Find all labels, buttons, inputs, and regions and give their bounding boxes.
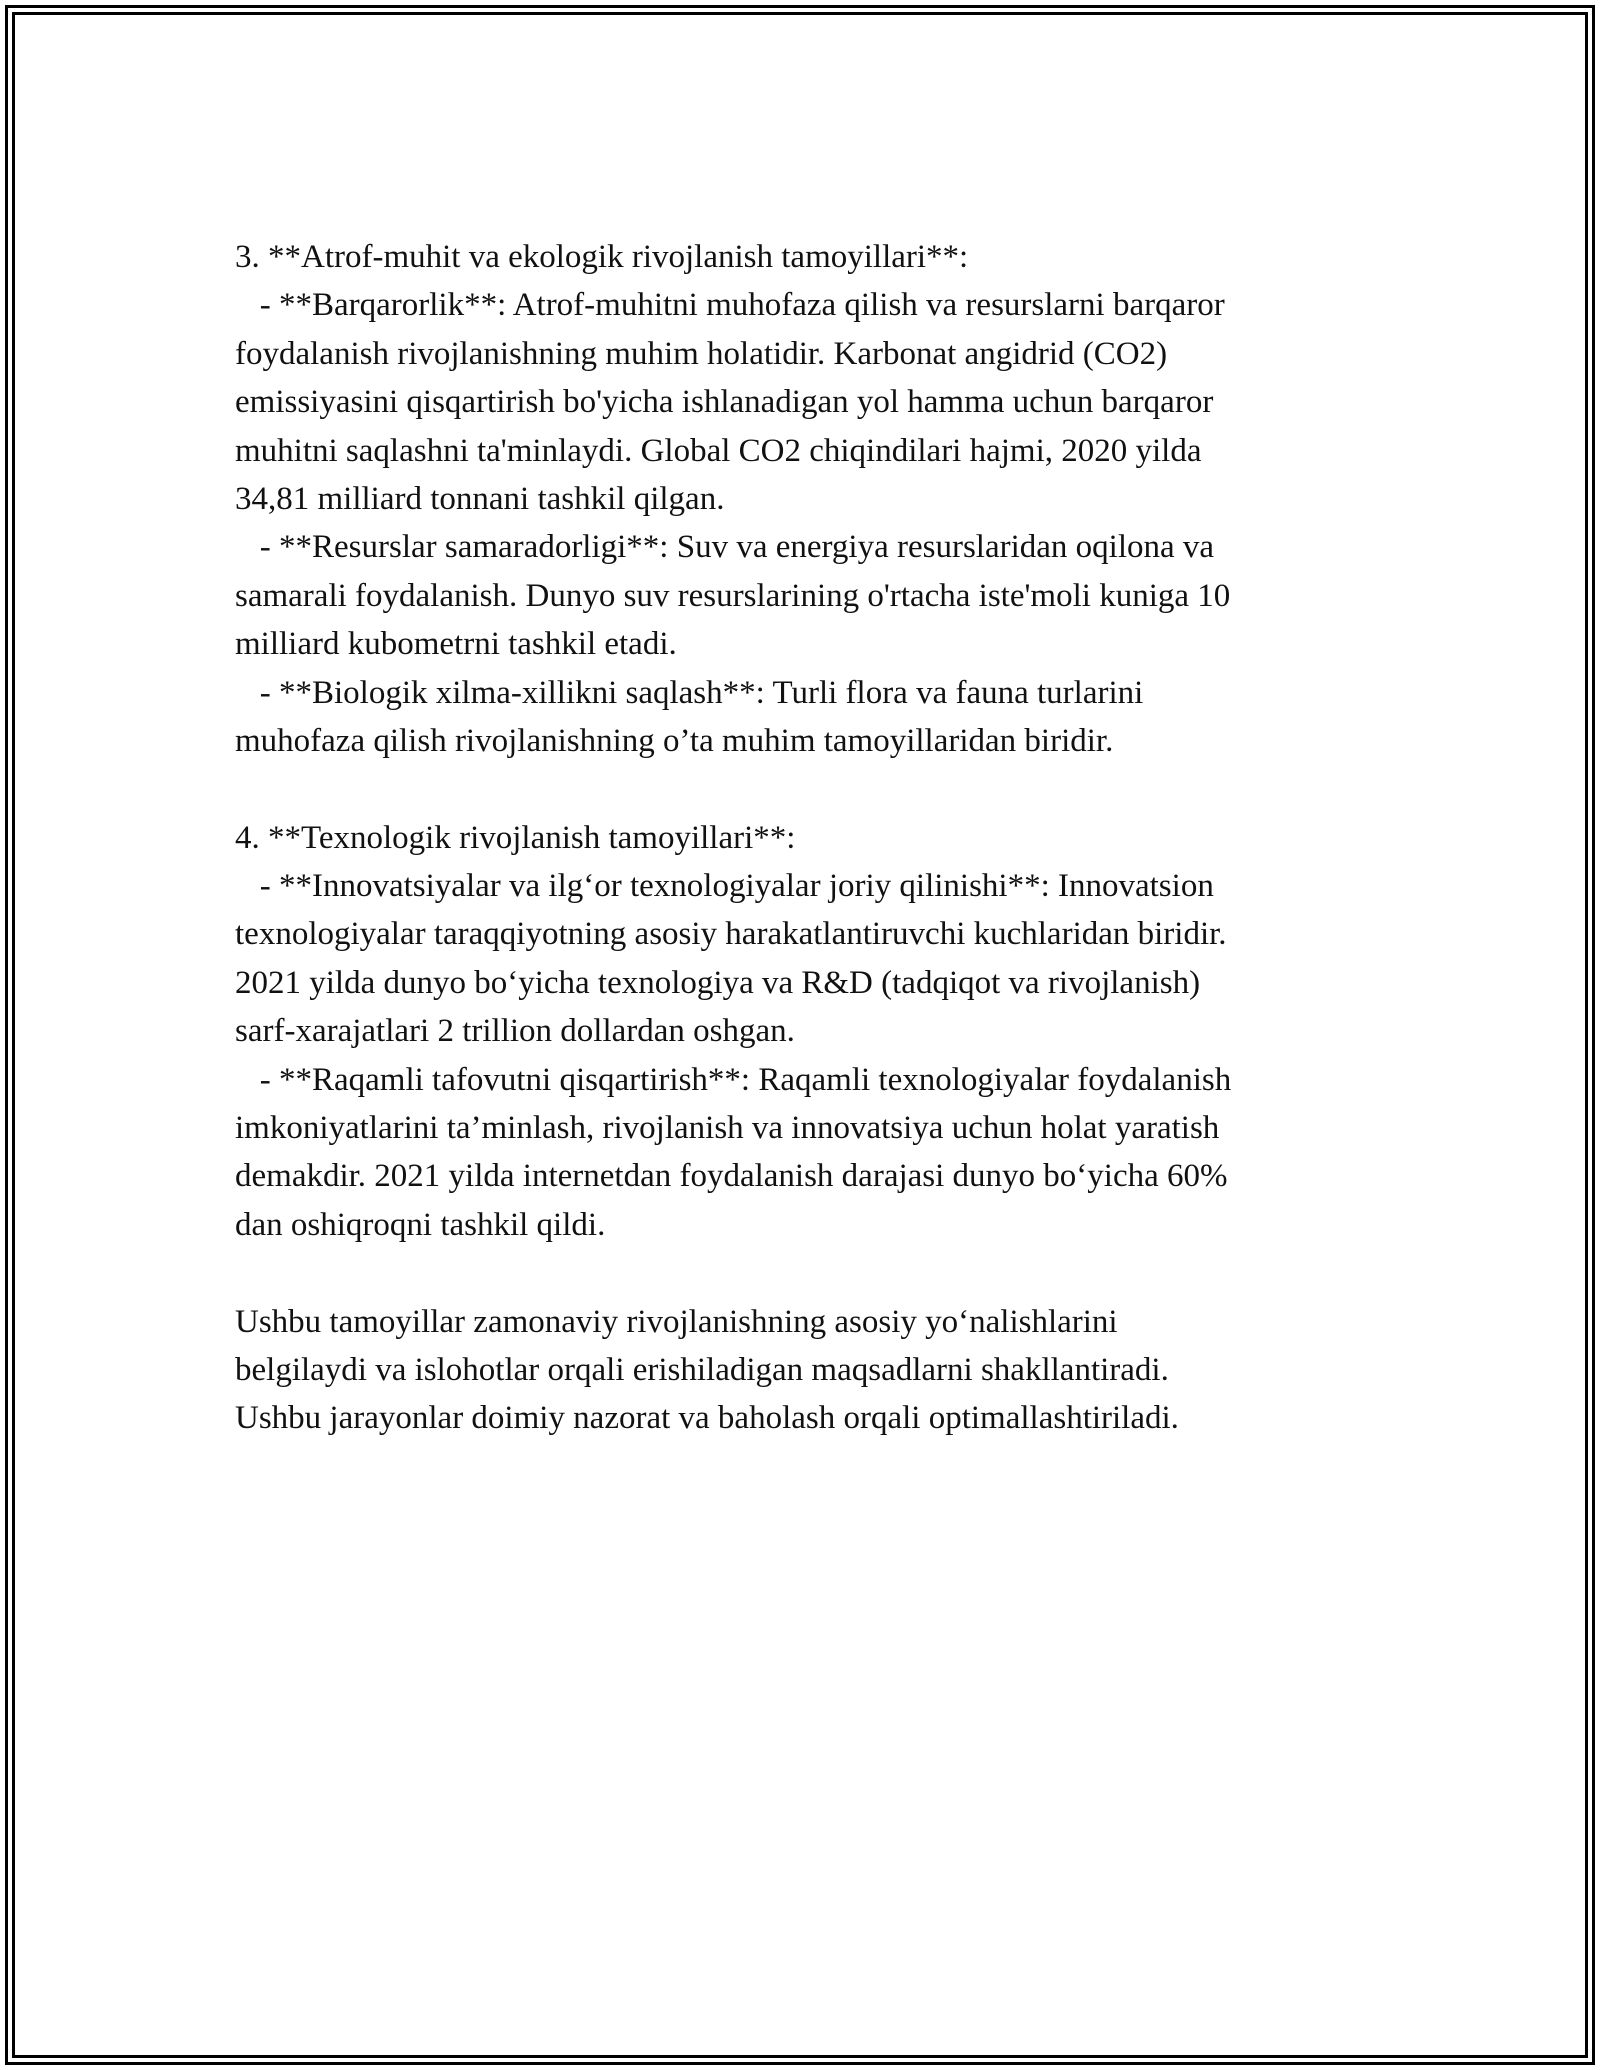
text-line: 2021 yilda dunyo bo‘yicha texnologiya va R&D (tadqiqot va rivojlanish) [235,964,1201,1001]
section-3-heading: 3. **Atrof-muhit va ekologik rivojlanish tamoyillari**: [235,239,969,275]
text-line: muhofaza qilish rivojlanishning o’ta muhim tamoyillaridan biridir. [235,722,1114,759]
paragraph-innovatsiyalar [235,862,1365,1056]
text-line: texnologiyalar taraqqiyotning asosiy harakatlantiruvchi kuchlaridan biridir. [235,916,1227,953]
text-line: - **Barqarorlik**: Atrof-muhitni muhofaza qilish va resurslarni barqaror [235,287,1225,324]
text-line: emissiyasini qisqartirish bo'yicha ishlanadigan yol hamma uchun barqaror [235,384,1214,421]
text-line: samarali foydalanish. Dunyo suv resurslarining o'rtacha iste'moli kuniga 10 [235,577,1231,614]
paragraph-raqamli [235,1056,1365,1250]
text-line: Ushbu jarayonlar doimiy nazorat va baholash orqali optimallashtiriladi. [235,1400,1179,1437]
paragraph-barqarorlik [235,281,1365,523]
text-line: demakdir. 2021 yilda internetdan foydalanish darajasi dunyo bo‘yicha 60% [235,1158,1228,1195]
text-line: muhitni saqlashni ta'minlaydi. Global CO2 chiqindilari hajmi, 2020 yilda [235,432,1202,469]
text-line: foydalanish rivojlanishning muhim holatidir. Karbonat angidrid (CO2) [235,335,1168,372]
paragraph-resurslar [235,523,1365,668]
paragraph-biologik [235,669,1365,766]
text-line: 34,81 milliard tonnani tashkil qilgan. [235,480,725,517]
section-4 [235,814,1365,1250]
document-body [235,233,1365,1443]
text-line: Ushbu tamoyillar zamonaviy rivojlanishning asosiy yo‘nalishlarini [235,1303,1118,1340]
paragraph-spacer [235,1249,1365,1297]
text-line: - **Raqamli tafovutni qisqartirish**: Raqamli texnologiyalar foydalanish [235,1061,1232,1098]
text-line: - **Resurslar samaradorligi**: Suv va energiya resurslaridan oqilona va [235,529,1215,566]
conclusion-paragraph [235,1298,1365,1443]
paragraph-spacer [235,765,1365,813]
text-line: imkoniyatlarini ta’minlash, rivojlanish va innovatsiya uchun holat yaratish [235,1110,1220,1147]
text-line: milliard kubometrni tashkil etadi. [235,626,677,663]
text-line: dan oshiqroqni tashkil qildi. [235,1206,606,1243]
section-4-heading: 4. **Texnologik rivojlanish tamoyillari**: [235,819,796,856]
text-line: - **Biologik xilma-xillikni saqlash**: Turli flora va fauna turlarini [235,674,1144,711]
text-line: - **Innovatsiyalar va ilg‘or texnologiyalar joriy qilinishi**: Innovatsion [235,868,1214,905]
text-line: belgilaydi va islohotlar orqali erishiladigan maqsadlarni shakllantiradi. [235,1351,1169,1388]
text-line: sarf-xarajatlari 2 trillion dollardan oshgan. [235,1013,795,1050]
section-3 [235,233,1365,765]
